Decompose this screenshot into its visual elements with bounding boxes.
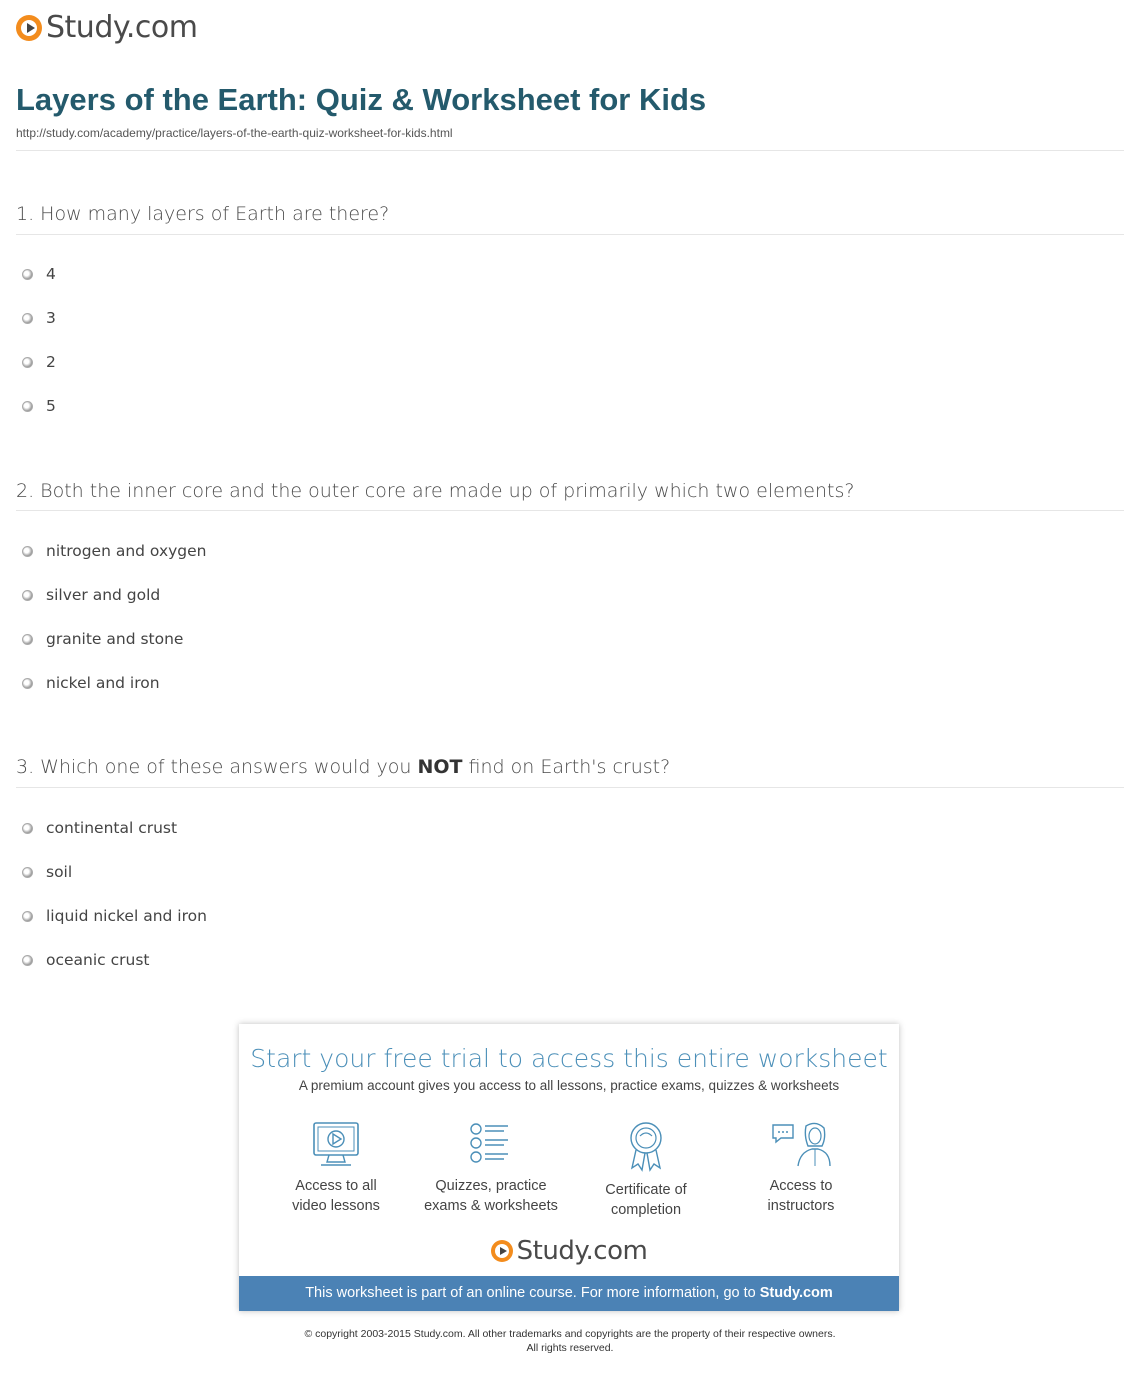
answer-label: oceanic crust [46, 951, 150, 969]
answer-label: 4 [46, 265, 56, 283]
feature-label [571, 1180, 721, 1220]
divider [16, 150, 1124, 151]
feature-label-line: exams & worksheets [424, 1198, 558, 1214]
radio-button[interactable] [22, 546, 33, 557]
answer-option[interactable] [22, 863, 72, 881]
instructor-chat-icon [770, 1120, 832, 1168]
answer-option[interactable] [22, 586, 160, 604]
answer-label: soil [46, 863, 73, 881]
answer-label: nickel and iron [46, 674, 160, 692]
radio-button[interactable] [22, 401, 33, 412]
answer-label: nitrogen and oxygen [46, 542, 207, 560]
feature-quizzes [416, 1120, 566, 1216]
radio-button[interactable] [22, 823, 33, 834]
question-2: 2. Both the inner core and the outer core are made up of primarily which two elements? [16, 480, 855, 502]
radio-button[interactable] [22, 313, 33, 324]
feature-label-line: instructors [767, 1198, 835, 1214]
answer-option[interactable] [22, 674, 160, 692]
certificate-ribbon-icon [621, 1120, 671, 1172]
radio-button[interactable] [22, 590, 33, 601]
radio-button[interactable] [22, 867, 33, 878]
radio-button[interactable] [22, 269, 33, 280]
answer-option[interactable] [22, 907, 207, 925]
answer-label: 2 [46, 353, 56, 371]
promo-subtitle: A premium account gives you access to all lessons, practice exams, quizzes & worksheets [298, 1078, 840, 1093]
page-url[interactable]: http://study.com/academy/practice/layers-of-the-earth-quiz-worksheet-for-kids.html [16, 126, 453, 140]
free-trial-promo[interactable] [239, 1024, 899, 1311]
divider [16, 787, 1124, 788]
feature-label-line: Access to [769, 1178, 833, 1194]
radio-button[interactable] [22, 678, 33, 689]
question-3-text-start: 3. Which one of these answers would you [16, 756, 418, 778]
rights-line: All rights reserved. [526, 1342, 614, 1354]
answer-option[interactable] [22, 397, 56, 415]
answer-label: silver and gold [46, 586, 161, 604]
feature-label [416, 1176, 566, 1216]
answer-label: 3 [46, 309, 56, 327]
answer-option[interactable] [22, 309, 56, 327]
answer-option[interactable] [22, 630, 183, 648]
feature-instructors [726, 1120, 876, 1216]
play-logo-icon [491, 1240, 513, 1262]
answer-option[interactable] [22, 265, 56, 283]
promo-info-bar [239, 1276, 899, 1311]
logo-text: Study.com [516, 1236, 648, 1266]
feature-label-line: Quizzes, practice [435, 1178, 547, 1194]
copyright-line: © copyright 2003-2015 Study.com. All other trademarks and copyrights are the property of their respective owners. [304, 1328, 836, 1340]
answer-label: liquid nickel and iron [46, 907, 207, 925]
copyright-footer [0, 1327, 1140, 1355]
question-3 [16, 756, 670, 778]
feature-label [726, 1176, 876, 1216]
radio-button[interactable] [22, 955, 33, 966]
divider [16, 510, 1124, 511]
answer-option[interactable] [22, 542, 207, 560]
question-1: 1. How many layers of Earth are there? [16, 203, 390, 225]
question-3-emphasis: NOT [417, 756, 463, 778]
radio-button[interactable] [22, 357, 33, 368]
answer-option[interactable] [22, 353, 56, 371]
promo-title[interactable]: Start your free trial to access this entire worksheet [250, 1044, 888, 1073]
feature-label-line: Access to all [295, 1178, 377, 1194]
promo-bar-text: This worksheet is part of an online course. For more information, go to [305, 1285, 760, 1301]
feature-certificate [571, 1120, 721, 1220]
feature-label [261, 1176, 411, 1216]
video-monitor-icon [311, 1120, 361, 1168]
answer-label: continental crust [46, 819, 178, 837]
feature-label-line: completion [610, 1202, 682, 1218]
studycom-link[interactable]: Study.com [759, 1285, 833, 1301]
page-title: Layers of the Earth: Quiz & Worksheet for Kids [16, 82, 707, 117]
answer-option[interactable] [22, 819, 177, 837]
studycom-logo[interactable] [16, 10, 197, 45]
radio-button[interactable] [22, 911, 33, 922]
feature-label-line: video lessons [292, 1198, 380, 1214]
answer-label: granite and stone [46, 630, 184, 648]
quiz-list-icon [466, 1120, 516, 1168]
play-logo-icon [16, 15, 42, 41]
promo-studycom-logo[interactable] [239, 1236, 899, 1266]
radio-button[interactable] [22, 634, 33, 645]
logo-text: Study.com [46, 10, 198, 45]
divider [16, 234, 1124, 235]
feature-label-line: Certificate of [605, 1182, 687, 1198]
answer-label: 5 [46, 397, 56, 415]
answer-option[interactable] [22, 951, 150, 969]
question-3-text-end: find on Earth's crust? [462, 756, 671, 778]
feature-video-lessons [261, 1120, 411, 1216]
